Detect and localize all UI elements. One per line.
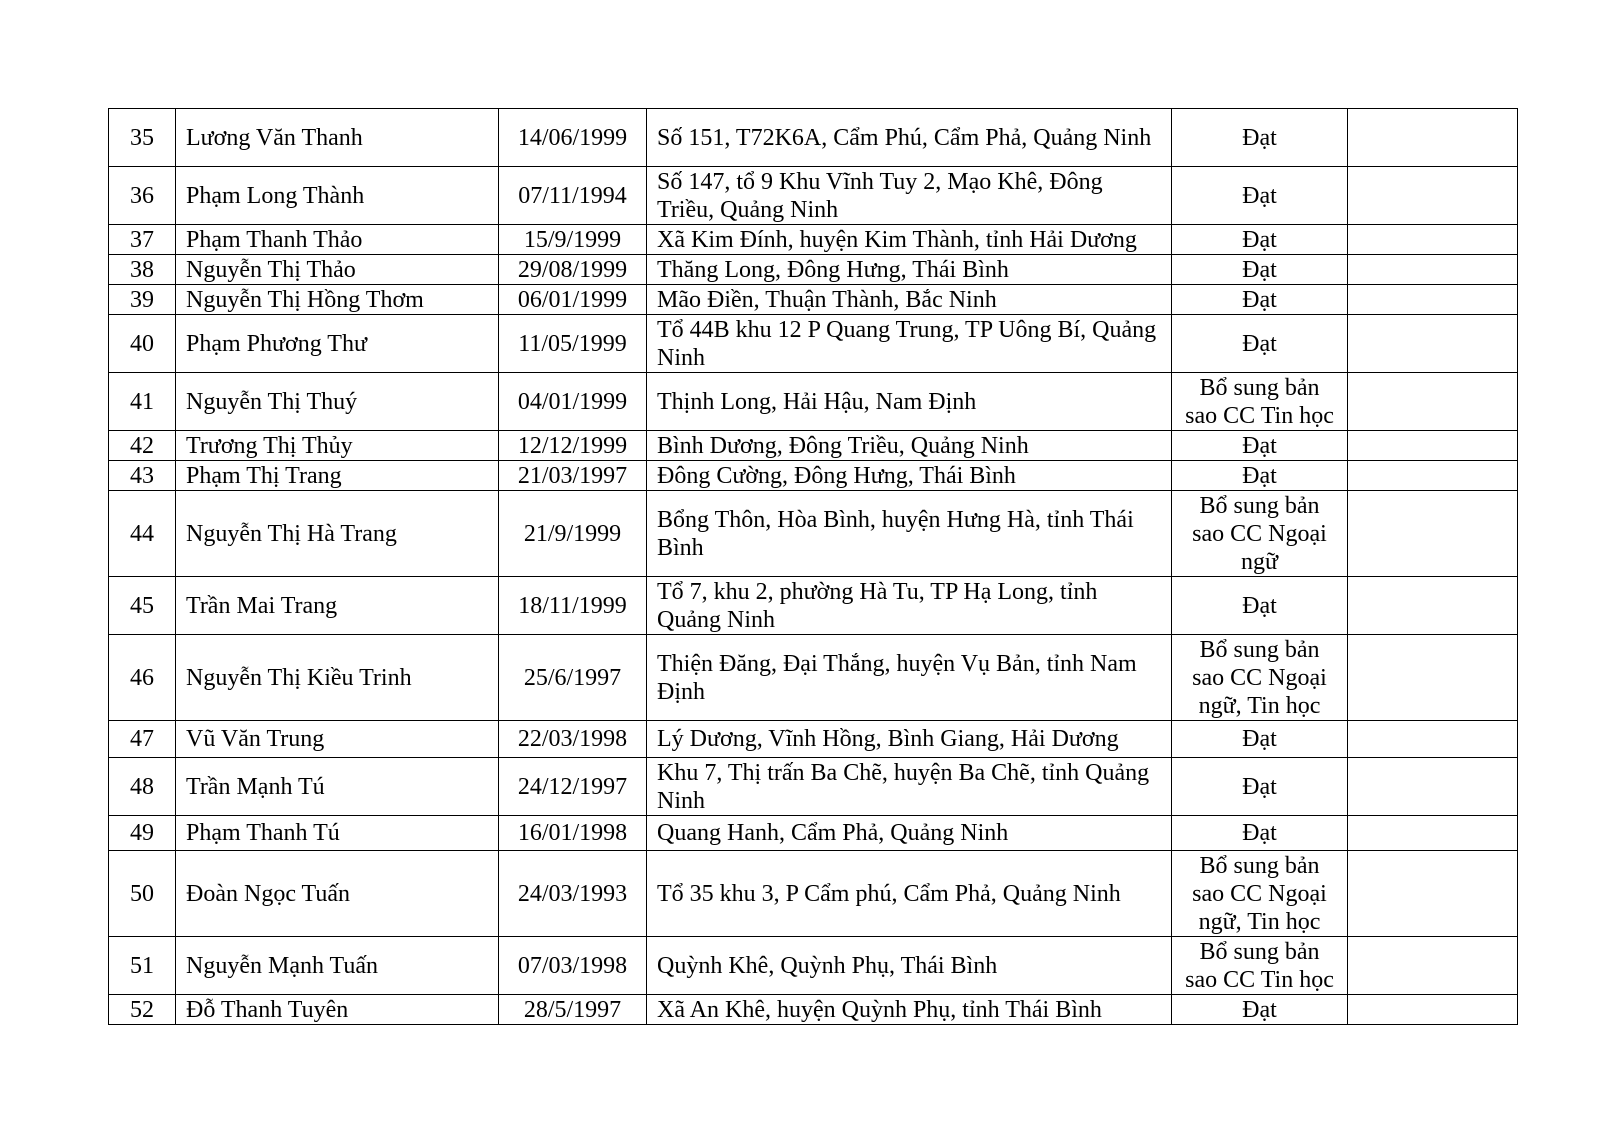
table-row — [109, 816, 1518, 851]
table-row — [109, 373, 1518, 431]
address: Số 151, T72K6A, Cẩm Phú, Cẩm Phả, Quảng Ninh — [647, 109, 1172, 167]
candidate-name: Nguyễn Thị Hà Trang — [176, 491, 499, 577]
review-result: Đạt — [1172, 285, 1348, 315]
table-row — [109, 285, 1518, 315]
row-number: 49 — [109, 816, 176, 851]
row-number: 38 — [109, 255, 176, 285]
address: Thăng Long, Đông Hưng, Thái Bình — [647, 255, 1172, 285]
candidate-name: Đoàn Ngọc Tuấn — [176, 851, 499, 937]
review-result: Bổ sung bản sao CC Tin học — [1172, 937, 1348, 995]
review-result: Đạt — [1172, 577, 1348, 635]
row-number: 36 — [109, 167, 176, 225]
note — [1348, 225, 1518, 255]
note — [1348, 285, 1518, 315]
note — [1348, 255, 1518, 285]
address: Mão Điền, Thuận Thành, Bắc Ninh — [647, 285, 1172, 315]
row-number: 48 — [109, 758, 176, 816]
birth-date: 25/6/1997 — [499, 635, 647, 721]
row-number: 39 — [109, 285, 176, 315]
table-row — [109, 167, 1518, 225]
birth-date: 28/5/1997 — [499, 995, 647, 1025]
birth-date: 06/01/1999 — [499, 285, 647, 315]
row-number: 37 — [109, 225, 176, 255]
row-number: 41 — [109, 373, 176, 431]
birth-date: 21/03/1997 — [499, 461, 647, 491]
candidate-name: Vũ Văn Trung — [176, 721, 499, 758]
note — [1348, 937, 1518, 995]
note — [1348, 373, 1518, 431]
birth-date: 24/12/1997 — [499, 758, 647, 816]
candidate-name: Nguyễn Mạnh Tuấn — [176, 937, 499, 995]
address: Số 147, tổ 9 Khu Vĩnh Tuy 2, Mạo Khê, Đông Triều, Quảng Ninh — [647, 167, 1172, 225]
birth-date: 11/05/1999 — [499, 315, 647, 373]
address: Khu 7, Thị trấn Ba Chẽ, huyện Ba Chẽ, tỉnh Quảng Ninh — [647, 758, 1172, 816]
row-number: 52 — [109, 995, 176, 1025]
birth-date: 15/9/1999 — [499, 225, 647, 255]
note — [1348, 109, 1518, 167]
candidate-name: Phạm Thanh Thảo — [176, 225, 499, 255]
note — [1348, 816, 1518, 851]
table-row — [109, 225, 1518, 255]
table-row — [109, 577, 1518, 635]
table-row — [109, 431, 1518, 461]
birth-date: 24/03/1993 — [499, 851, 647, 937]
note — [1348, 431, 1518, 461]
birth-date: 12/12/1999 — [499, 431, 647, 461]
review-result: Đạt — [1172, 431, 1348, 461]
table-row — [109, 461, 1518, 491]
note — [1348, 851, 1518, 937]
birth-date: 29/08/1999 — [499, 255, 647, 285]
candidate-name: Phạm Thanh Tú — [176, 816, 499, 851]
review-result: Bổ sung bản sao CC Ngoại ngữ, Tin học — [1172, 635, 1348, 721]
table-row — [109, 758, 1518, 816]
note — [1348, 995, 1518, 1025]
review-result: Đạt — [1172, 225, 1348, 255]
table-row — [109, 315, 1518, 373]
birth-date: 14/06/1999 — [499, 109, 647, 167]
candidate-name: Trần Mai Trang — [176, 577, 499, 635]
address: Quang Hanh, Cẩm Phả, Quảng Ninh — [647, 816, 1172, 851]
candidate-name: Nguyễn Thị Hồng Thơm — [176, 285, 499, 315]
candidate-table — [108, 108, 1518, 1025]
note — [1348, 758, 1518, 816]
review-result: Bổ sung bản sao CC Ngoại ngữ, Tin học — [1172, 851, 1348, 937]
row-number: 44 — [109, 491, 176, 577]
candidate-name: Lương Văn Thanh — [176, 109, 499, 167]
row-number: 43 — [109, 461, 176, 491]
note — [1348, 635, 1518, 721]
candidate-name: Nguyễn Thị Thảo — [176, 255, 499, 285]
review-result: Đạt — [1172, 461, 1348, 491]
review-result: Bổ sung bản sao CC Ngoại ngữ — [1172, 491, 1348, 577]
address: Tổ 44B khu 12 P Quang Trung, TP Uông Bí, Quảng Ninh — [647, 315, 1172, 373]
row-number: 50 — [109, 851, 176, 937]
table-row — [109, 491, 1518, 577]
candidate-name: Nguyễn Thị Thuý — [176, 373, 499, 431]
candidate-name: Trương Thị Thủy — [176, 431, 499, 461]
row-number: 51 — [109, 937, 176, 995]
row-number: 47 — [109, 721, 176, 758]
note — [1348, 167, 1518, 225]
candidate-name: Trần Mạnh Tú — [176, 758, 499, 816]
birth-date: 18/11/1999 — [499, 577, 647, 635]
review-result: Đạt — [1172, 255, 1348, 285]
note — [1348, 461, 1518, 491]
review-result: Đạt — [1172, 721, 1348, 758]
review-result: Đạt — [1172, 995, 1348, 1025]
address: Bổng Thôn, Hòa Bình, huyện Hưng Hà, tỉnh Thái Bình — [647, 491, 1172, 577]
table-row — [109, 721, 1518, 758]
birth-date: 07/03/1998 — [499, 937, 647, 995]
candidate-name: Đỗ Thanh Tuyên — [176, 995, 499, 1025]
review-result: Đạt — [1172, 109, 1348, 167]
table-row — [109, 851, 1518, 937]
table-row — [109, 635, 1518, 721]
candidate-name: Phạm Thị Trang — [176, 461, 499, 491]
review-result: Đạt — [1172, 315, 1348, 373]
review-result: Đạt — [1172, 758, 1348, 816]
birth-date: 16/01/1998 — [499, 816, 647, 851]
note — [1348, 577, 1518, 635]
address: Thiện Đăng, Đại Thắng, huyện Vụ Bản, tỉnh Nam Định — [647, 635, 1172, 721]
row-number: 46 — [109, 635, 176, 721]
table-row — [109, 937, 1518, 995]
row-number: 45 — [109, 577, 176, 635]
birth-date: 22/03/1998 — [499, 721, 647, 758]
review-result: Đạt — [1172, 167, 1348, 225]
address: Thịnh Long, Hải Hậu, Nam Định — [647, 373, 1172, 431]
birth-date: 04/01/1999 — [499, 373, 647, 431]
table-row — [109, 995, 1518, 1025]
address: Bình Dương, Đông Triều, Quảng Ninh — [647, 431, 1172, 461]
address: Tổ 7, khu 2, phường Hà Tu, TP Hạ Long, tỉnh Quảng Ninh — [647, 577, 1172, 635]
table-row — [109, 109, 1518, 167]
note — [1348, 721, 1518, 758]
candidate-name: Nguyễn Thị Kiều Trinh — [176, 635, 499, 721]
address: Đông Cường, Đông Hưng, Thái Bình — [647, 461, 1172, 491]
review-result: Bổ sung bản sao CC Tin học — [1172, 373, 1348, 431]
candidate-name: Phạm Phương Thư — [176, 315, 499, 373]
candidate-table-body — [109, 109, 1518, 1025]
note — [1348, 491, 1518, 577]
row-number: 40 — [109, 315, 176, 373]
birth-date: 07/11/1994 — [499, 167, 647, 225]
address: Quỳnh Khê, Quỳnh Phụ, Thái Bình — [647, 937, 1172, 995]
review-result: Đạt — [1172, 816, 1348, 851]
address: Tổ 35 khu 3, P Cẩm phú, Cẩm Phả, Quảng Ninh — [647, 851, 1172, 937]
row-number: 35 — [109, 109, 176, 167]
address: Lý Dương, Vĩnh Hồng, Bình Giang, Hải Dương — [647, 721, 1172, 758]
address: Xã An Khê, huyện Quỳnh Phụ, tỉnh Thái Bình — [647, 995, 1172, 1025]
candidate-name: Phạm Long Thành — [176, 167, 499, 225]
table-row — [109, 255, 1518, 285]
note — [1348, 315, 1518, 373]
birth-date: 21/9/1999 — [499, 491, 647, 577]
address: Xã Kim Đính, huyện Kim Thành, tỉnh Hải Dương — [647, 225, 1172, 255]
row-number: 42 — [109, 431, 176, 461]
